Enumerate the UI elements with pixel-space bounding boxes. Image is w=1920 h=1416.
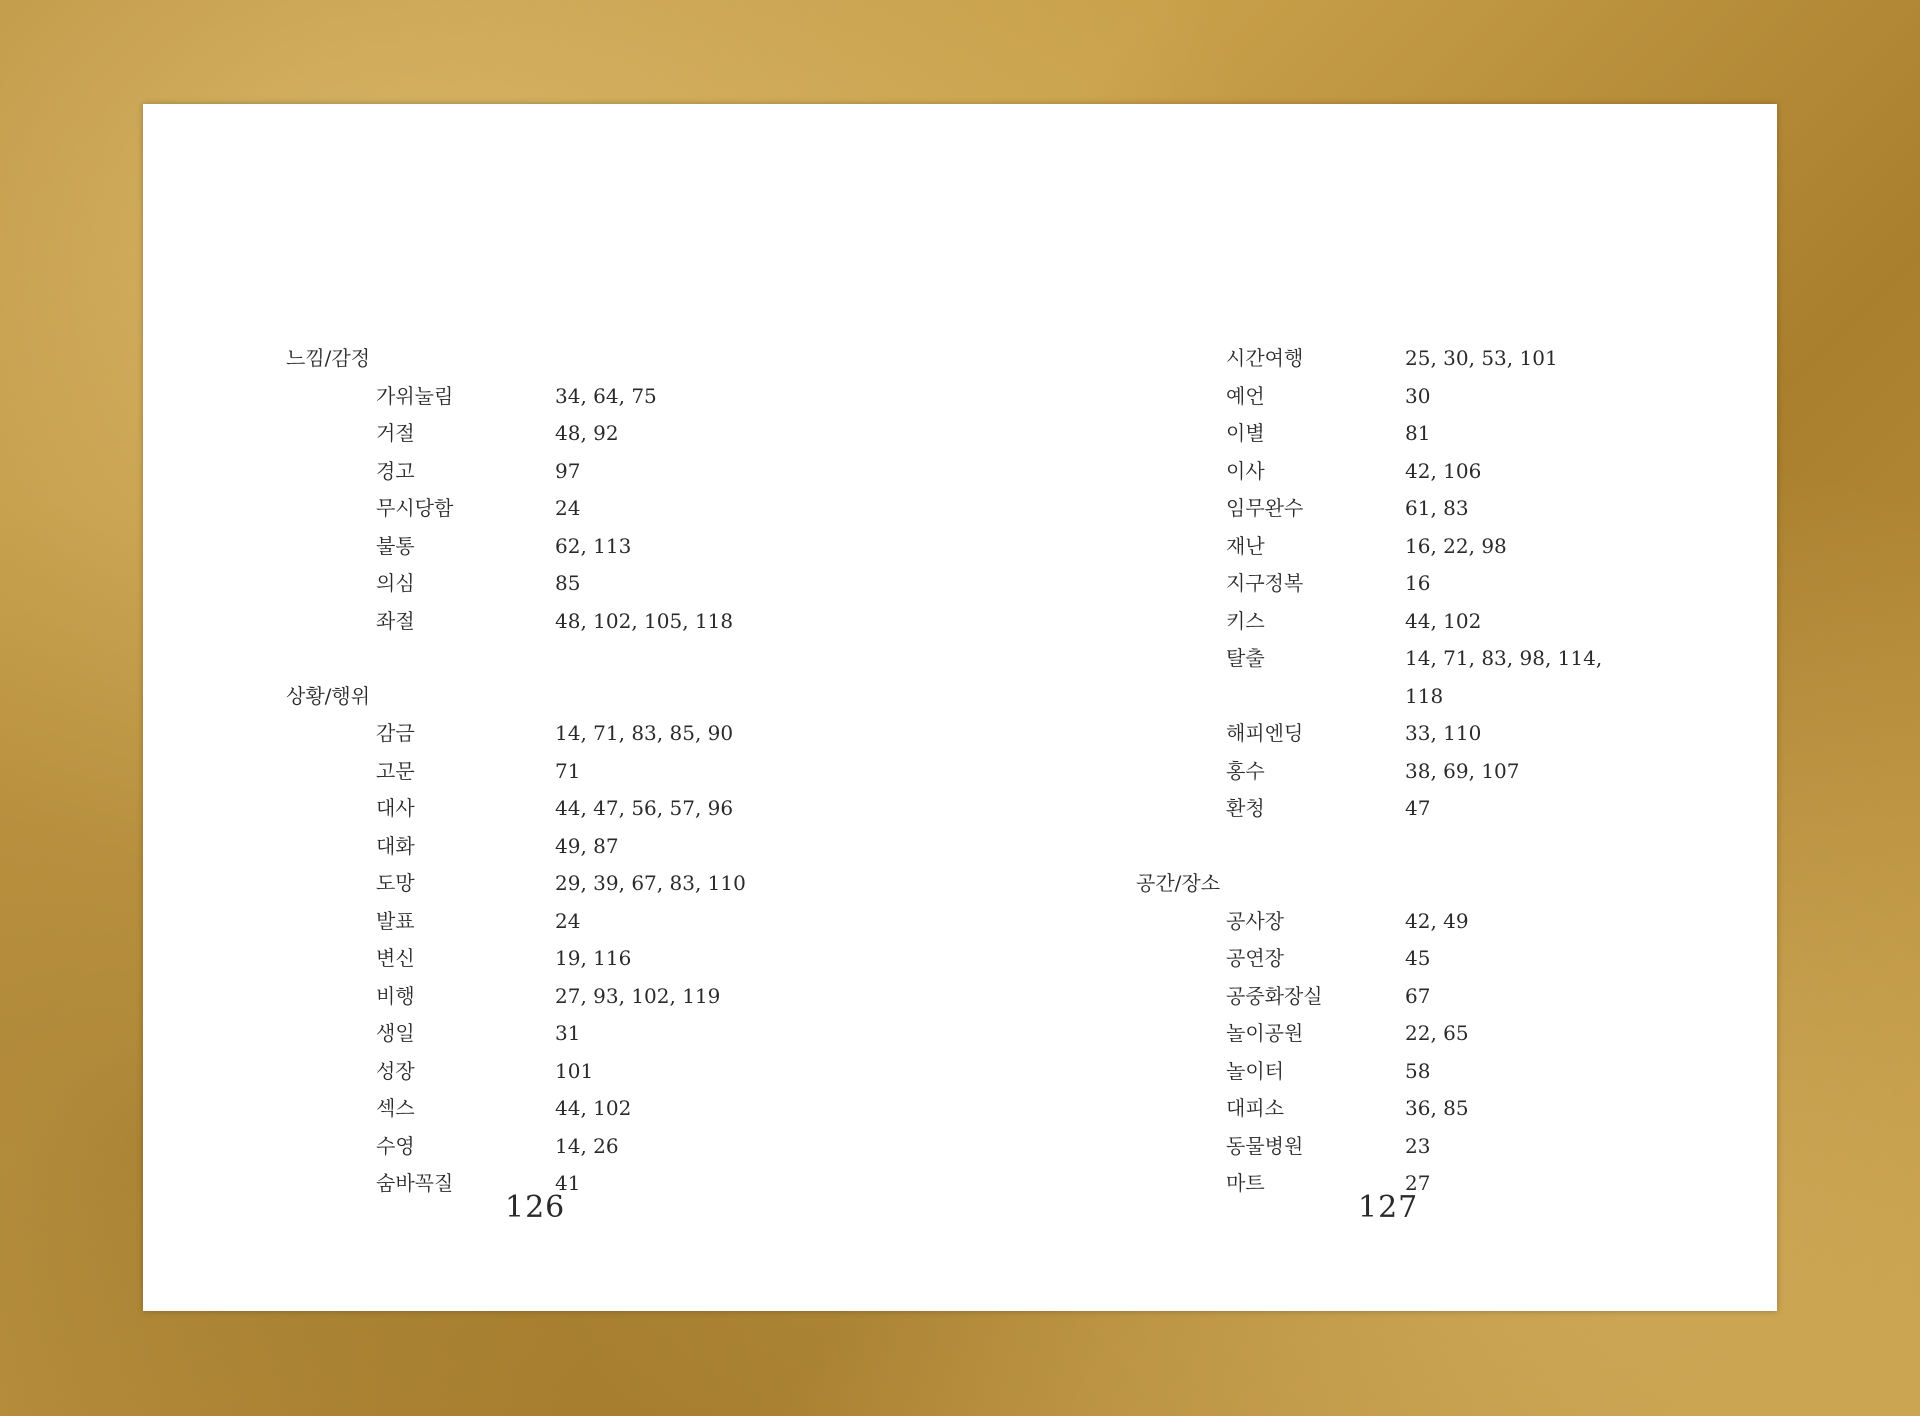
index-entry: [286, 753, 581, 791]
index-entry: [1136, 565, 1431, 603]
index-pages: 24: [555, 496, 581, 520]
index-term: 의심: [376, 571, 415, 595]
index-entry: [1136, 1165, 1431, 1203]
index-term: 이별: [1226, 421, 1265, 445]
index-pages: 67: [1405, 983, 1431, 1008]
index-term: 놀이공원: [1226, 1021, 1304, 1045]
index-pages: 42, 106: [1405, 458, 1482, 483]
index-entry: [286, 978, 721, 1016]
index-pages: 34, 64, 75: [555, 383, 657, 408]
index-term: 대피소: [1226, 1096, 1284, 1120]
section-gap: [286, 640, 370, 678]
index-entry: [286, 940, 632, 978]
index-pages: 16, 22, 98: [1405, 533, 1507, 558]
index-entry: [1136, 340, 1558, 378]
index-pages: 14, 26: [555, 1133, 619, 1158]
index-term: 성장: [376, 1058, 415, 1083]
index-pages: 16: [1405, 571, 1431, 595]
index-entry: [286, 453, 581, 491]
index-term: 예언: [1226, 383, 1265, 408]
index-pages: 45: [1405, 946, 1431, 970]
index-term: 재난: [1226, 533, 1265, 558]
index-entry: [286, 715, 734, 753]
index-pages: 29, 39, 67, 83, 110: [555, 871, 746, 895]
index-pages: 25, 30, 53, 101: [1405, 346, 1558, 370]
index-term: 불통: [376, 533, 415, 558]
index-term: 생일: [376, 1021, 415, 1045]
index-entry: [1136, 378, 1431, 416]
index-term: 탈출: [1226, 646, 1265, 670]
section-title-situations: 상황/행위: [286, 683, 371, 708]
index-entry: [1136, 790, 1431, 828]
left-page-index: [286, 340, 746, 1203]
index-pages: 97: [555, 458, 581, 483]
index-pages: 44, 47, 56, 57, 96: [555, 796, 734, 820]
index-pages: 41: [555, 1171, 581, 1195]
section-title-places: 공간/장소: [1136, 871, 1221, 895]
index-pages: 38, 69, 107: [1405, 758, 1520, 783]
index-entry: [286, 1090, 632, 1128]
index-entry: [1136, 940, 1431, 978]
index-pages: 71: [555, 758, 581, 783]
index-entry: [286, 603, 734, 641]
index-pages: 31: [555, 1021, 581, 1045]
index-pages: 85: [555, 571, 581, 595]
index-term: 비행: [376, 983, 415, 1008]
index-entry: [1136, 603, 1482, 641]
index-pages: 22, 65: [1405, 1021, 1469, 1045]
index-entry: [1136, 453, 1482, 491]
index-term: 발표: [376, 908, 415, 933]
right-page-index: [1136, 340, 1603, 1203]
index-pages: 44, 102: [1405, 608, 1482, 633]
index-pages: 23: [1405, 1133, 1431, 1158]
index-term: 무시당함: [376, 496, 454, 520]
index-term: 숨바꼭질: [376, 1171, 454, 1195]
index-term: 경고: [376, 458, 415, 483]
index-pages: 27, 93, 102, 119: [555, 983, 721, 1008]
section-gap: [1136, 828, 1220, 866]
index-pages: 42, 49: [1405, 908, 1469, 933]
index-term: 변신: [376, 946, 415, 970]
index-entry: [1136, 715, 1482, 753]
index-term: 시간여행: [1226, 346, 1304, 370]
index-term: 동물병원: [1226, 1133, 1304, 1158]
index-pages: 44, 102: [555, 1096, 632, 1120]
index-pages: 30: [1405, 383, 1431, 408]
index-term: 공사장: [1226, 908, 1284, 933]
index-term: 임무완수: [1226, 496, 1304, 520]
index-term: 키스: [1226, 608, 1265, 633]
index-pages: 36, 85: [1405, 1096, 1469, 1120]
index-pages: 49, 87: [555, 833, 619, 858]
index-pages: 47: [1405, 796, 1431, 820]
index-entry: [1136, 528, 1507, 566]
index-entry: [1136, 753, 1520, 791]
index-term: 섹스: [376, 1096, 415, 1120]
index-entry: [1136, 1015, 1469, 1053]
index-term: 마트: [1226, 1171, 1265, 1195]
index-term: 공중화장실: [1226, 983, 1323, 1008]
index-term: 놀이터: [1226, 1058, 1284, 1083]
index-entry: [1136, 640, 1603, 715]
index-entry: [1136, 1090, 1469, 1128]
index-entry: [286, 378, 657, 416]
index-term: 도망: [376, 871, 415, 895]
section-title-feelings: 느낌/감정: [286, 346, 371, 370]
index-term: 수영: [376, 1133, 415, 1158]
index-term: 좌절: [376, 608, 415, 633]
index-pages: 81: [1405, 421, 1431, 445]
index-term: 대사: [376, 796, 415, 820]
index-entry: [286, 490, 581, 528]
index-pages: 14, 71, 83, 85, 90: [555, 721, 734, 745]
index-term: 거절: [376, 421, 415, 445]
page-number-right: 127: [1358, 1190, 1419, 1225]
index-term: 해피엔딩: [1226, 721, 1304, 745]
index-pages: 14, 71, 83, 98, 114, 118: [1405, 646, 1603, 708]
index-entry: [286, 828, 619, 866]
index-entry: [286, 1165, 581, 1203]
index-entry: [286, 1128, 619, 1166]
index-pages: 48, 102, 105, 118: [555, 608, 734, 633]
index-term: 이사: [1226, 458, 1265, 483]
index-term: 지구정복: [1226, 571, 1304, 595]
index-entry: [1136, 978, 1431, 1016]
index-pages: 24: [555, 908, 581, 933]
page-number-left: 126: [505, 1190, 566, 1225]
index-entry: [1136, 1128, 1431, 1166]
index-pages: 61, 83: [1405, 496, 1469, 520]
index-entry: [1136, 490, 1469, 528]
index-pages: 58: [1405, 1058, 1431, 1083]
index-entry: [1136, 415, 1431, 453]
index-entry: [286, 865, 746, 903]
index-term: 고문: [376, 758, 415, 783]
index-entry: [286, 415, 619, 453]
index-term: 가위눌림: [376, 383, 454, 408]
index-entry: [286, 1015, 581, 1053]
index-term: 대화: [376, 833, 415, 858]
index-pages: 101: [555, 1058, 594, 1083]
index-pages: 33, 110: [1405, 721, 1482, 745]
book-spread: [143, 104, 1777, 1311]
index-term: 감금: [376, 721, 415, 745]
index-term: 환청: [1226, 796, 1265, 820]
index-entry: [1136, 903, 1469, 941]
index-pages: 19, 116: [555, 946, 632, 970]
index-entry: [286, 1053, 594, 1091]
index-pages: 48, 92: [555, 421, 619, 445]
index-term: 공연장: [1226, 946, 1284, 970]
index-pages: 62, 113: [555, 533, 632, 558]
index-entry: [286, 903, 581, 941]
index-entry: [286, 528, 632, 566]
index-entry: [286, 565, 581, 603]
index-entry: [286, 790, 734, 828]
index-pages: 27: [1405, 1171, 1431, 1195]
index-term: 홍수: [1226, 758, 1265, 783]
index-entry: [1136, 1053, 1431, 1091]
